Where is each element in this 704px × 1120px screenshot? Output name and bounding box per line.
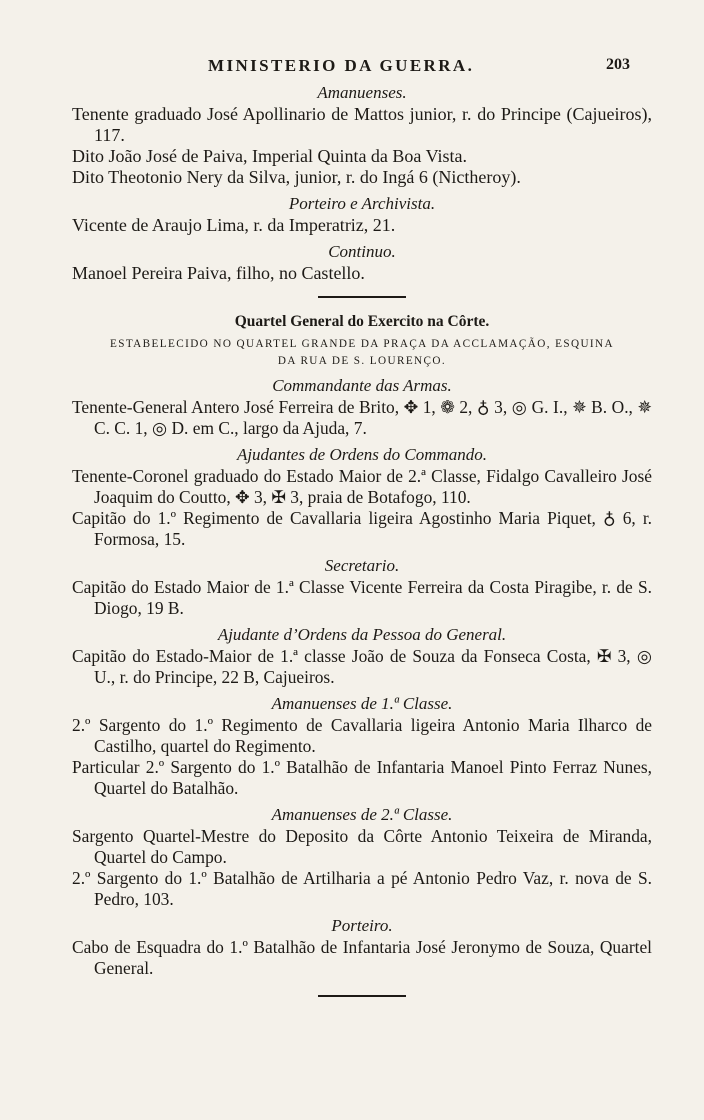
entry-amanuense-2-classe-2: 2.º Sargento do 1.º Batalhão de Artilharia a pé Antonio Pedro Vaz, r. nova de S. Pedro, 103. xyxy=(72,868,652,909)
entry-porteiro-archivista: Vicente de Araujo Lima, r. da Imperatriz, 21. xyxy=(72,215,396,235)
entry-amanuense-2-classe-1: Sargento Quartel-Mestre do Deposito da Côrte Antonio Teixeira de Miranda, Quartel do Campo. xyxy=(72,826,652,867)
entry-amanuense-1-classe-1: 2.º Sargento do 1.º Regimento de Cavallaria ligeira Antonio Maria Ilharco de Castilho, quartel do Regimento. xyxy=(72,715,652,756)
entry-amanuense-3: Dito Theotonio Nery da Silva, junior, r. do Ingá 6 (Nictheroy). xyxy=(72,167,521,187)
page-content xyxy=(72,82,652,997)
entry-ajudante-general: Capitão do Estado-Maior de 1.ª classe João de Souza da Fonseca Costa, ✠ 3, ◎ U., r. do Principe, 22 B, Cajueiros. xyxy=(72,646,652,687)
quartel-title: Quartel General do Exercito na Côrte. xyxy=(234,313,490,330)
heading-ajudante-general: Ajudante d’Ordens da Pessoa do General. xyxy=(217,625,507,644)
end-divider xyxy=(318,995,406,997)
entry-commandante: Tenente-General Antero José Ferreira de Brito, ✥ 1, ❁ 2, ♁ 3, ◎ G. I., ✵ B. O., ✵ C. C. 1, ◎ D. em C., largo da Ajuda, 7. xyxy=(72,397,652,438)
header-title: MINISTERIO DA GUERRA. xyxy=(208,56,475,75)
entry-amanuense-1-classe-2: Particular 2.º Sargento do 1.º Batalhão de Infantaria Manoel Pinto Ferraz Nunes, Quartel do Batalhão. xyxy=(72,757,652,798)
entry-porteiro: Cabo de Esquadra do 1.º Batalhão de Infantaria José Jeronymo de Souza, Quartel General. xyxy=(72,937,652,978)
heading-amanuenses-2-classe: Amanuenses de 2.ª Classe. xyxy=(271,805,453,824)
entry-amanuense-1: Tenente graduado José Apollinario de Mattos junior, r. do Principe (Cajueiros), 117. xyxy=(72,104,652,145)
heading-amanuenses: Amanuenses. xyxy=(317,83,407,102)
quartel-subtitle-line-1: ESTABELECIDO NO QUARTEL GRANDE DA PRAÇA DA ACCLAMAÇÃO, ESQUINA xyxy=(109,338,615,350)
heading-porteiro-archivista: Porteiro e Archivista. xyxy=(288,194,436,213)
heading-commandante: Commandante das Armas. xyxy=(272,376,452,395)
heading-porteiro: Porteiro. xyxy=(331,916,393,935)
entry-secretario: Capitão do Estado Maior de 1.ª Classe Vicente Ferreira da Costa Piragibe, r. de S. Diogo, 19 B. xyxy=(72,577,652,618)
heading-secretario: Secretario. xyxy=(324,556,400,575)
entry-ajudante-1: Tenente-Coronel graduado do Estado Maior de 2.ª Classe, Fidalgo Cavalleiro José Joaquim do Coutto, ✥ 3, ✠ 3, praia de Botafogo, 110. xyxy=(72,466,652,507)
quartel-subtitle-line-2: DA RUA DE S. LOURENÇO. xyxy=(277,355,447,367)
entry-continuo: Manoel Pereira Paiva, filho, no Castello. xyxy=(72,263,365,283)
running-header xyxy=(0,52,704,80)
heading-continuo: Continuo. xyxy=(328,242,396,261)
entry-ajudante-2: Capitão do 1.º Regimento de Cavallaria ligeira Agostinho Maria Piquet, ♁ 6, r. Formosa, 15. xyxy=(72,508,652,549)
heading-amanuenses-1-classe: Amanuenses de 1.ª Classe. xyxy=(271,694,453,713)
heading-ajudantes: Ajudantes de Ordens do Commando. xyxy=(236,445,488,464)
page-number: 203 xyxy=(606,56,630,73)
entry-amanuense-2: Dito João José de Paiva, Imperial Quinta da Boa Vista. xyxy=(72,146,468,166)
section-divider xyxy=(318,296,406,298)
